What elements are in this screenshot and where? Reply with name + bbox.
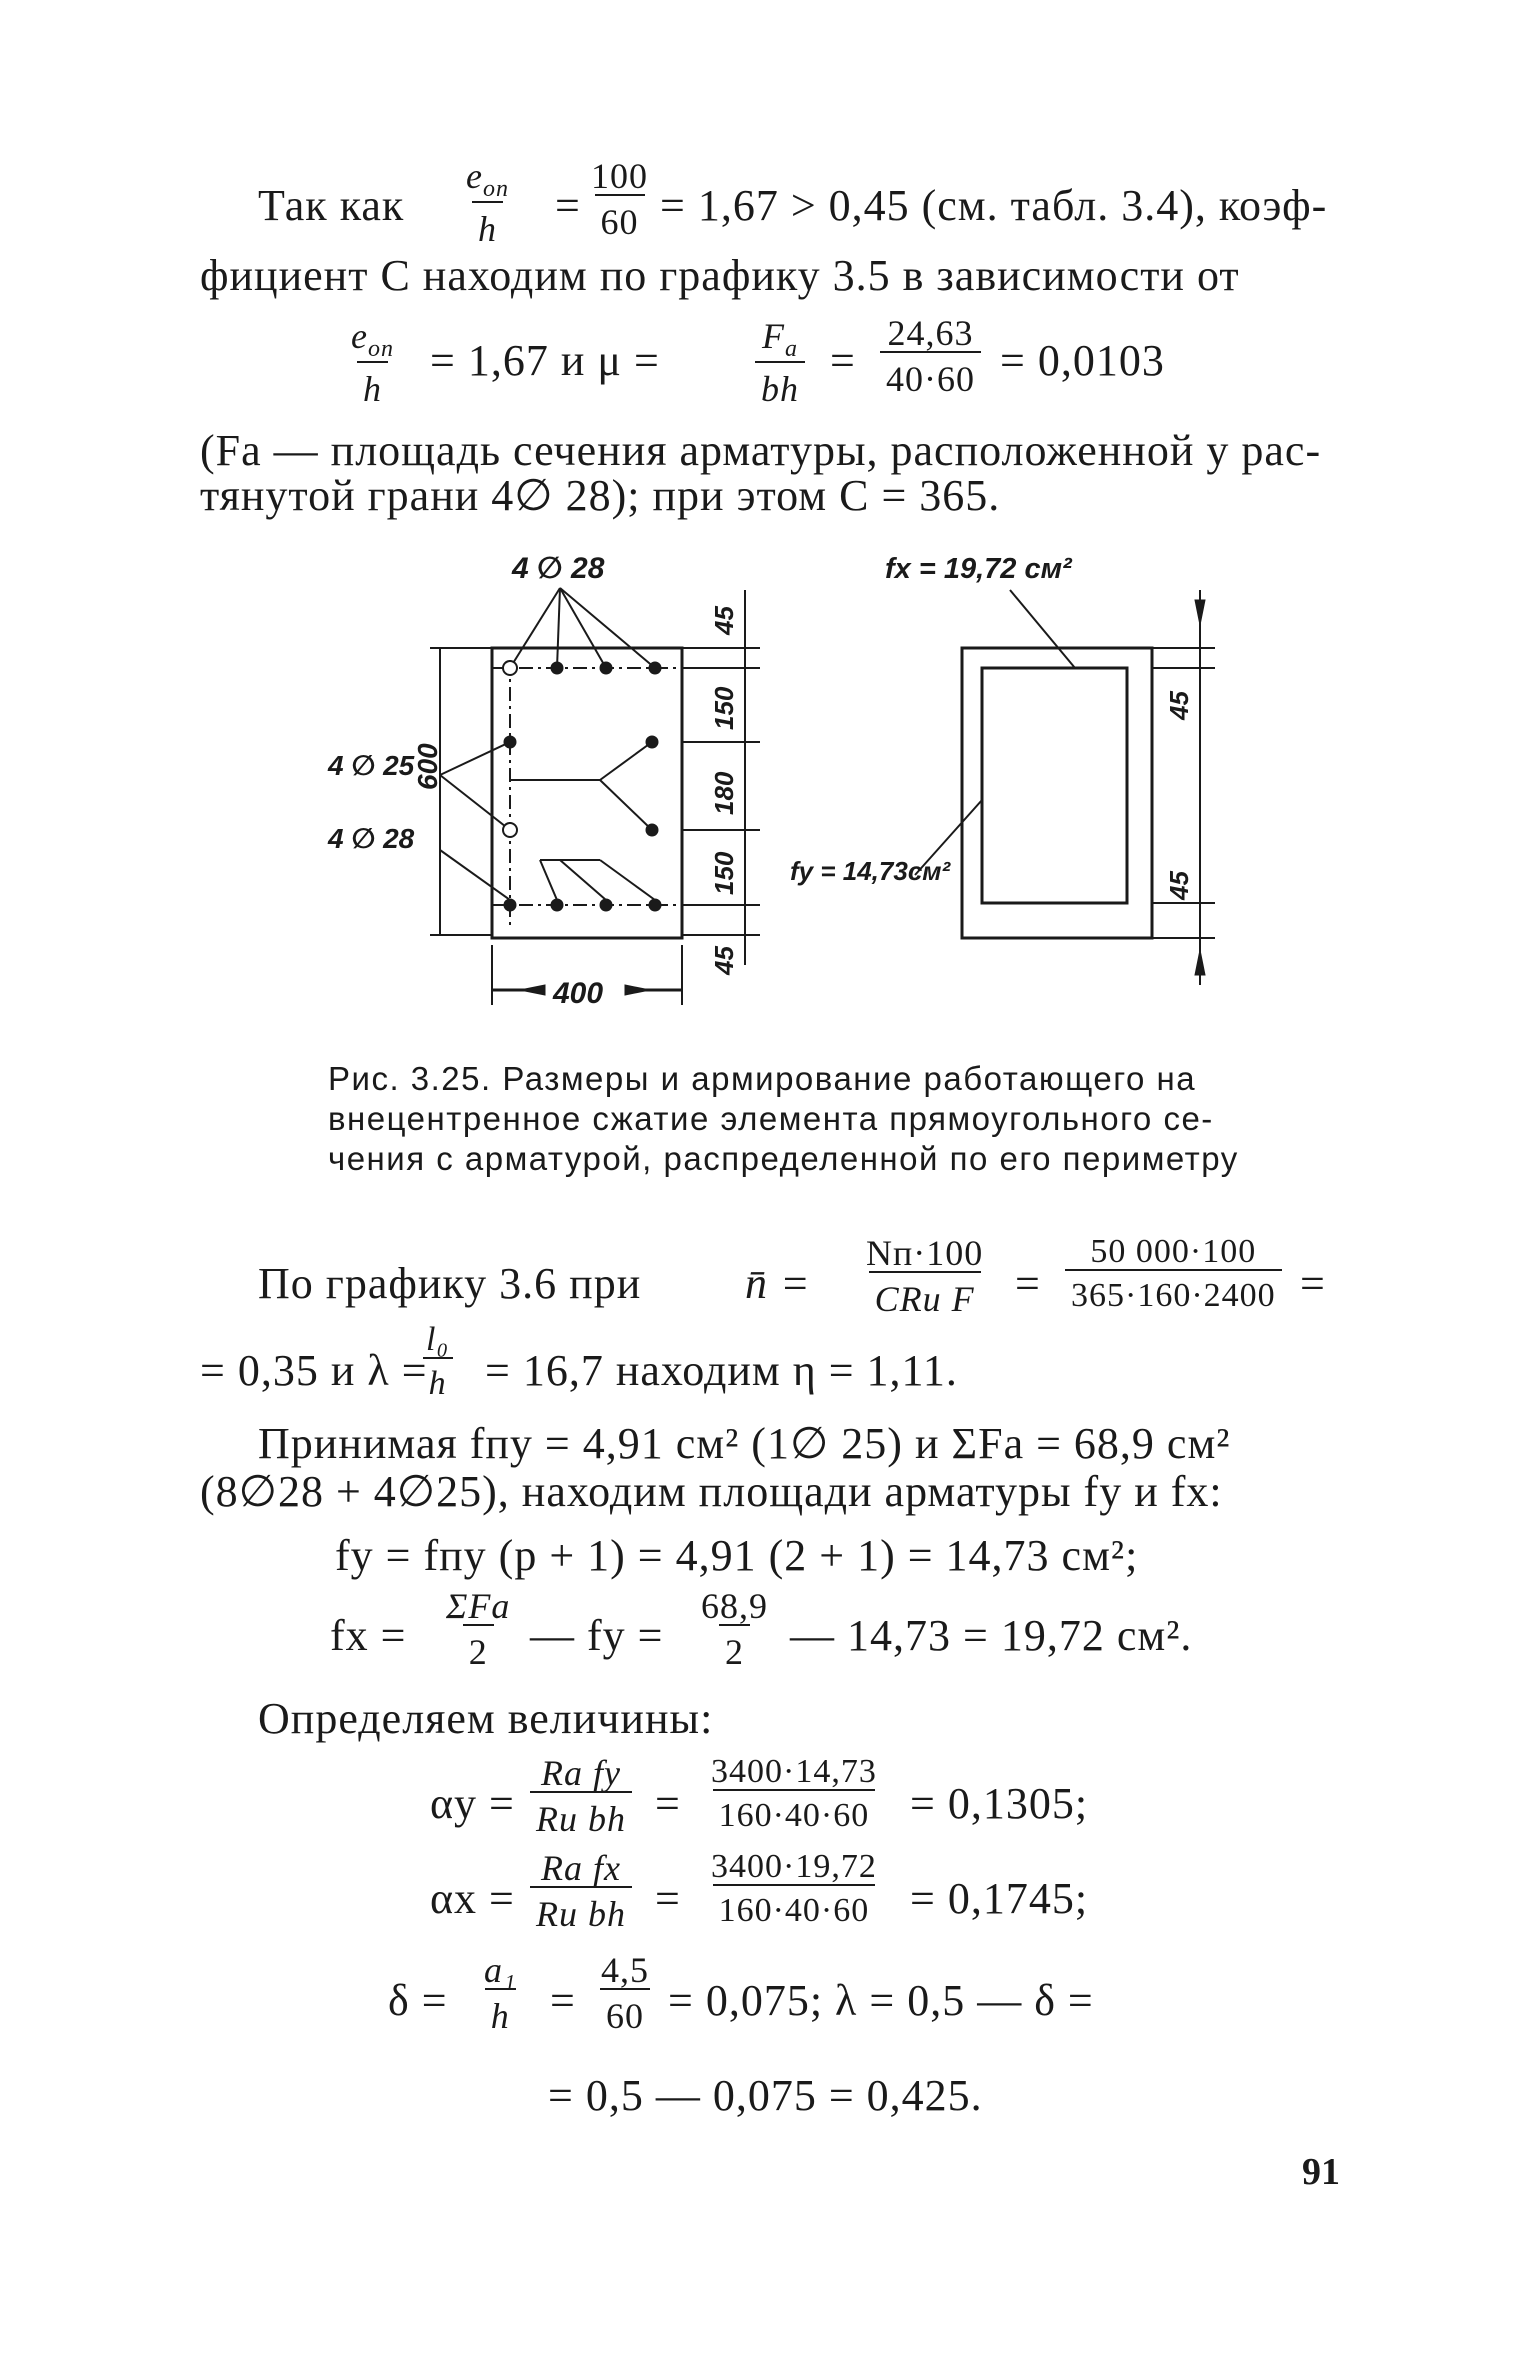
bar-28 <box>504 899 516 911</box>
p4-line1: Принимая fпу = 4,91 см² (1∅ 25) и ΣFа = 68,9 см² <box>258 1419 1231 1468</box>
formula-fx-end: — 14,73 = 19,72 см². <box>790 1611 1193 1660</box>
bar-25 <box>646 736 658 748</box>
formula-ay-eq: = <box>655 1779 681 1828</box>
bar-25-open <box>503 823 517 837</box>
frac-n-cr: Nп·100 CRи F <box>866 1233 984 1319</box>
bar-28 <box>649 899 661 911</box>
label-dim-180: 180 <box>709 771 739 815</box>
p3-eq: = <box>1015 1259 1041 1308</box>
leader-28b <box>557 588 560 668</box>
label-fy: fy = 14,73см² <box>790 856 951 886</box>
leader-28d <box>560 588 655 668</box>
p3-start: По графику 3.6 при <box>258 1259 642 1308</box>
label-4d28: 4 ∅ 28 <box>328 823 415 854</box>
caption-line3: чения с арматурой, распределенной по его периметру <box>328 1140 1239 1177</box>
leader-28c <box>560 588 606 668</box>
leader-28g <box>540 860 557 900</box>
formula-ay-start: αy = <box>430 1779 515 1828</box>
bar-28 <box>551 662 563 674</box>
arrow-400-right <box>625 985 650 995</box>
p2-line2: тянутой грани 4∅ 28); при этом C = 365. <box>200 471 1001 520</box>
formula-delta-start: δ = <box>388 1976 448 2025</box>
label-dim-150-b: 150 <box>709 851 739 895</box>
bar-28-corner <box>503 661 517 675</box>
p4-line2: (8∅28 + 4∅25), находим площади арматуры fy и fx: <box>200 1467 1223 1516</box>
eq-sign: = <box>555 181 581 230</box>
bar-28 <box>649 662 661 674</box>
formula-ax-start: αx = <box>430 1874 515 1923</box>
arrow-400-left <box>520 985 545 995</box>
formula-delta-end: = 0,075; λ = 0,5 — δ = <box>668 1976 1094 2025</box>
bar-28 <box>600 662 612 674</box>
leader-25d <box>600 742 652 780</box>
p3-line2-end: = 16,7 находим η = 1,11. <box>485 1346 958 1395</box>
leader-28e <box>440 850 510 900</box>
formula-ax-end: = 0,1745; <box>910 1874 1089 1923</box>
formula-fx-mid: — fy = <box>530 1611 664 1660</box>
p1-line2: фициент C находим по графику 3.5 в зависимости от <box>200 251 1240 300</box>
reinforcement-figure <box>0 0 1536 1040</box>
formula-delta-eq: = <box>550 1976 576 2025</box>
label-dim-600: 600 <box>412 743 443 790</box>
caption-line1: Рис. 3.25. Размеры и армирование работающего на <box>328 1060 1197 1097</box>
bar-28 <box>600 899 612 911</box>
formula-ay-end: = 0,1305; <box>910 1779 1089 1828</box>
frac-sumfa-2: ΣFа 2 <box>446 1586 511 1672</box>
bar-28 <box>551 899 563 911</box>
frac-ra-fx: Rа fx Rи bh <box>530 1850 632 1932</box>
leader-28i <box>600 860 655 900</box>
frac-100-60: $\frac{100}{60}$ <box>591 156 648 242</box>
leader-25a <box>440 742 510 775</box>
frac-eop-h-2: $e_{оп}$ h <box>351 316 394 410</box>
fx-leader <box>1010 590 1075 668</box>
frac-45-60: $\frac{4,5}{60}$ <box>601 1950 649 2036</box>
formula1-result: = 0,0103 <box>1000 336 1165 385</box>
p1-line1-end: = 1,67 > 0,45 (см. табл. 3.4), коэф- <box>660 181 1328 230</box>
right-section-inner <box>982 668 1127 903</box>
leader-28h <box>560 860 606 900</box>
formula1-eq: = <box>830 336 856 385</box>
arrow-right-top <box>1195 600 1205 625</box>
label-4d28-top: 4 ∅ 28 <box>512 552 605 585</box>
leader-25e <box>600 780 652 830</box>
p3-eq-end: = <box>1300 1259 1326 1308</box>
frac-2463-4060: $\frac{24,63}{40\cdot 60}$ <box>880 315 981 397</box>
frac-eop-h: $e_{оп}$ h <box>466 156 509 250</box>
right-section-outline <box>962 648 1152 938</box>
label-dim-150-a: 150 <box>709 686 739 730</box>
page-number: 91 <box>1302 2151 1340 2193</box>
formula-fx-start: fx = <box>330 1611 407 1660</box>
arrow-right-bottom <box>1195 950 1205 975</box>
formula-fy: fy = fпу (p + 1) = 4,91 (2 + 1) = 14,73 см²; <box>335 1531 1139 1580</box>
caption-line2: внецентренное сжатие элемента прямоугольного се- <box>328 1100 1214 1137</box>
formula-lambda: = 0,5 — 0,075 = 0,425. <box>548 2071 983 2120</box>
label-dim-45-bottom: 45 <box>709 946 739 975</box>
frac-689-2: $\frac{68,9}{2}$ <box>701 1586 768 1672</box>
label-dim-400: 400 <box>553 977 604 1010</box>
frac-l0-h: $\frac{\text{l₀}}{h}$ <box>420 1323 455 1401</box>
section-outline <box>492 648 682 938</box>
frac-fa-bh: $F_а$ bh <box>755 318 805 407</box>
p5: Определяем величины: <box>258 1694 714 1743</box>
p3-nbar: n̄ = <box>745 1259 811 1308</box>
frac-ra-fy: Rа fy Rи bh <box>530 1755 632 1837</box>
frac-3400-1972: $\frac{3400\cdot 19,72}{160\cdot 40\cdot 60}$ <box>711 1848 877 1929</box>
formula1-mid: = 1,67 и μ = <box>430 336 660 385</box>
label-fx: fx = 19,72 см² <box>885 553 1072 585</box>
label-right-45-bottom: 45 <box>1164 871 1194 900</box>
leader-25b <box>440 775 510 830</box>
bar-25 <box>646 824 658 836</box>
p2-line1: (Fа — площадь сечения арматуры, расположенной у рас- <box>200 426 1322 475</box>
p1-line1-start: Так как <box>258 181 405 230</box>
frac-50000: $\frac{50 000\cdot 100}{365\cdot 160\cdot 2400}$ <box>1065 1235 1282 1313</box>
formula-ax-eq: = <box>655 1874 681 1923</box>
label-right-45-top: 45 <box>1164 691 1194 720</box>
label-4d25: 4 ∅ 25 <box>328 750 415 781</box>
frac-3400-1473: $\frac{3400\cdot 14,73}{160\cdot 40\cdot 60}$ <box>711 1753 877 1834</box>
label-dim-45-top: 45 <box>709 606 739 635</box>
bar-25 <box>504 736 516 748</box>
leader-28a <box>510 588 560 668</box>
frac-a1-h: $\frac{\text{a₁}}{h}$ <box>484 1950 517 2036</box>
p3-line2-start: = 0,35 и λ = <box>200 1346 428 1395</box>
